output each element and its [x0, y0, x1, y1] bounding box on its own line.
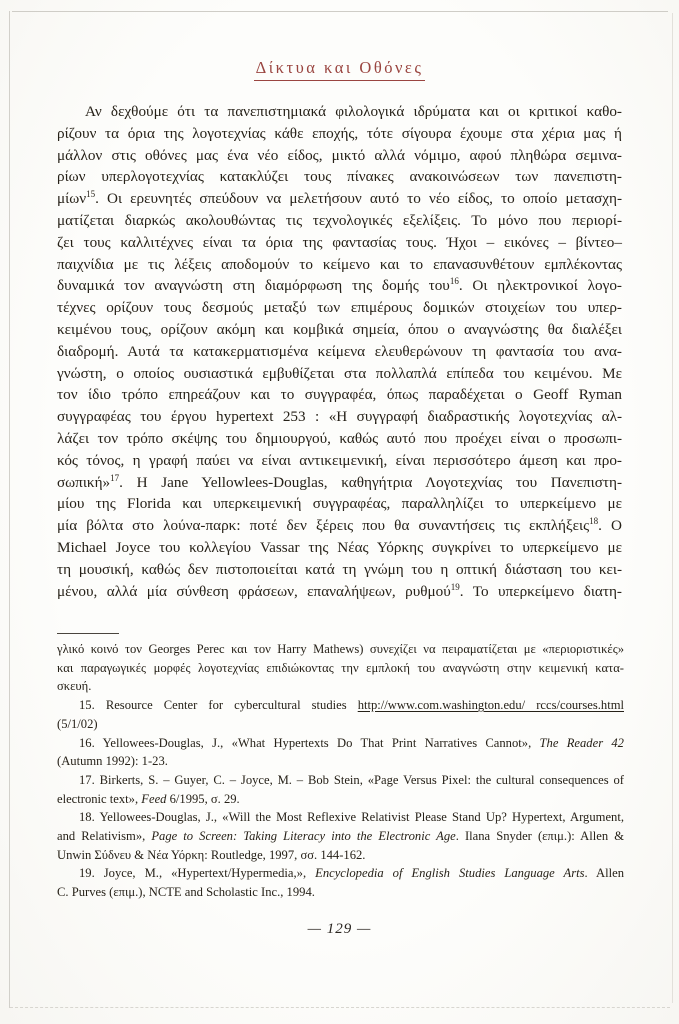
- text-line: μία βόλτα στο λούνα-παρκ: ποτέ δεν ξέρεις που θα συναντήσεις τις εκπλήξεις$^{18}$. Ο: [57, 516, 623, 535]
- italic-text: The Reader 42: [539, 735, 624, 750]
- text-line: παιχνίδια με τις λέξεις αποδομούν το κείμενο και το επανασυνθέτουν εμπλέκοντας: [57, 255, 622, 273]
- text-line: τη μουσική, καθώς δεν πιστοποιείται κατά τη γνώμη του η οπτική διάσταση του κει-: [57, 560, 622, 578]
- text-line: μίων$^{15}$. Οι ερευνητές σπεύδουν να μελετήσουν αυτό το νέο είδος, το οποίο μετασχη-: [57, 189, 622, 208]
- text-line: Unwin Σύδνευ & Νέα Υόρκη: Routledge, 1997, σσ. 144-162.: [57, 847, 366, 862]
- text-line: C. Purves (επιμ.), NCTE and Scholastic Inc., 1994.: [57, 885, 315, 900]
- text-line: (5/1/02): [57, 716, 98, 731]
- text-line: 15. Resource Center for cybercultural studies http://www.com.washington.edu/ rccs/courses.html: [79, 698, 624, 713]
- title-row: [0, 58, 679, 81]
- text-line: ρίων υπερλογοτεχνίας κατακλύζει τους πίνακες ανακοινώσεων των πανεπιστη-: [57, 168, 622, 186]
- text-line: 18. Yellowees-Douglas, J., «Will the Most Reflexive Relativist Please Stand Up? Hypertext, Argument,: [79, 810, 624, 825]
- text-line: διαδρομή. Αυτά τα κατακερματισμένα κείμενα ελευθερώνουν τη φαντασία του ανα-: [57, 342, 622, 360]
- footnote-19: [57, 864, 624, 901]
- footnote-ref: 19: [450, 581, 460, 592]
- text-line: ρίζουν τα όρια της λογοτεχνίας κάθε εποχής, τότε σίγουρα έχουμε στα χέρια μας ή: [57, 124, 622, 142]
- footnote-18: [57, 808, 624, 864]
- scan-edge-left: [9, 11, 10, 1008]
- footnote-17: [57, 771, 624, 808]
- scan-edge-bottom: [10, 1007, 670, 1008]
- text-line: σωπική»$^{17}$. Η Jane Yellowlees-Douglas, καθηγήτρια Λογοτεχνίας του Πανεπιστη-: [57, 472, 622, 491]
- text-line: ζει τους καλλιτέχνες είναι τα όρια της φαντασίας τους. Ήχοι – εικόνες – βίντεο–: [57, 233, 622, 251]
- text-line: γλικό κοινό τον Georges Perec και τον Harry Mathews) συνεχίζει να πειραματίζεται με «περιοριστικές»: [57, 642, 624, 656]
- text-line: τον ίδιο τρόπο επηρεάζουν και το συγγραφέα, όπως παραδέχεται ο Geoff Ryman: [57, 386, 622, 404]
- text-line: Michael Joyce του κολλεγίου Vassar της Νέας Υόρκης συγκρίνει το υπερκείμενο με: [57, 538, 622, 556]
- text-line: δυναμικά τον αναγνώστη στη διαμόρφωση της δομής του$^{16}$. Οι ηλεκτρονικοί λογο-: [57, 276, 622, 295]
- footnote-ref: 18: [589, 516, 599, 527]
- text-line: 17. Birkerts, S. – Guyer, C. – Joyce, M. – Bob Stein, «Page Versus Pixel: the cultural consequences of: [79, 772, 624, 787]
- text-line: γνώστη, ο οποίος ουσιαστικά εμβυθίζεται στα πολλαπλά επίπεδα του κειμένου. Με: [57, 364, 622, 382]
- text-line: Αν δεχθούμε ότι τα πανεπιστημιακά φιλολογικά ιδρύματα και οι κριτικοί καθο-: [85, 103, 622, 120]
- text-line: μένου, αλλά μία σύνθεση φράσεων, επαναλήψεων, ρυθμού$^{19}$. Το υπερκείμενο διατη-: [57, 581, 622, 600]
- text-line: λάζει τον τρόπο σκέψης του δημιουργού, καθώς αυτό που προέχει είναι ο προσωπι-: [57, 429, 622, 447]
- text-line: 16. Yellowees-Douglas, J., «What Hypertexts Do That Print Narratives Cannot», The Reader 42: [79, 735, 624, 750]
- page-title: Δίκτυα και Οθόνες: [254, 58, 426, 81]
- text-line: σκευή.: [57, 679, 92, 694]
- footnote-ref: 16: [449, 276, 459, 287]
- scan-edge-top: [12, 11, 668, 12]
- footnote-16: [57, 734, 624, 771]
- text-line: and Relativism», Page to Screen: Taking Literacy into the Electronic Age. Ilana Snyder (επιμ.): Allen &: [57, 829, 625, 844]
- main-paragraph: [57, 101, 622, 602]
- footnote-continuation: [57, 640, 624, 696]
- footnote-ref: 15: [86, 189, 96, 200]
- text-line: συγγραφέας του έργου hypertext 253 : «Η συγγραφή διαδραστικής λογοτεχνίας αλ-: [57, 408, 622, 426]
- scan-edge-right: [672, 13, 673, 1003]
- text-line: και παραγωγικές μορφές λογοτεχνίας επιδιώκοντας την εμπλοκή του αναγνώστη στην κειμενική κατα-: [57, 660, 624, 675]
- italic-text: Feed: [141, 791, 167, 806]
- italic-text: Page to Screen: Taking Literacy into the Electronic Age: [151, 829, 456, 844]
- text-line: τέχνες ορίζουν τους δεσμούς μεταξύ των επιμέρους δομικών στοιχείων του υπερ-: [57, 299, 622, 317]
- italic-text: Encyclopedia of English Studies Language Arts: [315, 866, 585, 881]
- text-line: κειμένου τους, ορίζουν ακόμη και κομβικά σημεία, όπου ο αναγνώστης θα διαλέξει: [57, 320, 622, 338]
- footnote-ref: 17: [110, 472, 120, 483]
- text-line: κός τόνος, η γραφή παύει να είναι αντικειμενική, είναι περισσότερο άμεση και προ-: [57, 451, 622, 469]
- footnotes-section: [57, 640, 624, 902]
- page-number: — 129 —: [307, 921, 372, 937]
- url-text: http://www.com.washington.edu/ rccs/courses.html: [357, 698, 624, 713]
- footnote-15: [57, 696, 624, 733]
- text-line: (Autumn 1992): 1-23.: [57, 754, 168, 769]
- footnote-separator: [57, 633, 119, 634]
- text-line: ματίζεται διαρκώς ακολουθώντας τις τεχνολογικές εξελίξεις. Το μόνο που περιορί-: [57, 211, 622, 229]
- text-line: μίου της Florida και υπερκειμενική συγγραφέας, παραλληλίζει το υπερκείμενο με: [57, 495, 622, 513]
- text-line: 19. Joyce, M., «Hypertext/Hypermedia,», Encyclopedia of English Studies Language Arts. Allen: [79, 866, 624, 881]
- text-line: μάλλον στις οθόνες μας ένα νέο είδος, μικτό αλλά νόμιμο, αφού πληθώρα σεμινα-: [57, 146, 622, 164]
- text-line: electronic text», Feed 6/1995, σ. 29.: [57, 791, 240, 806]
